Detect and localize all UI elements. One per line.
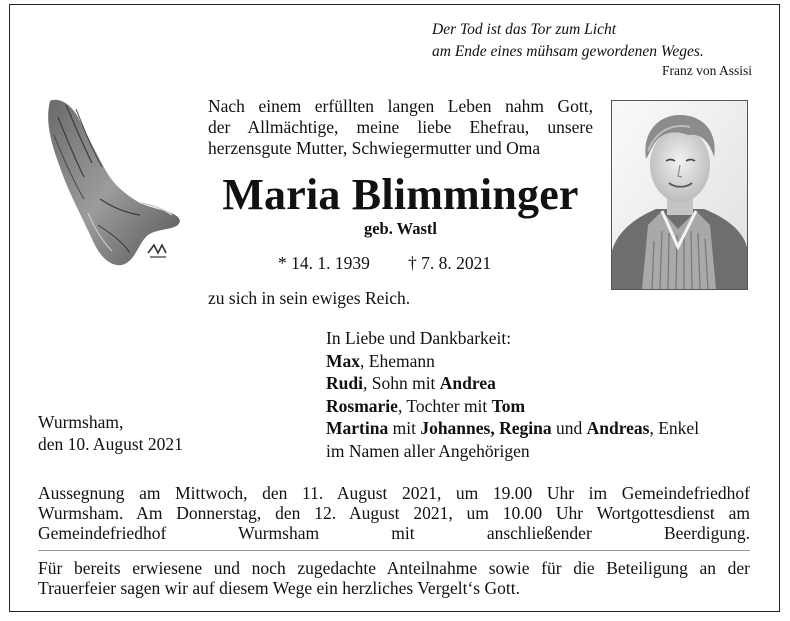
date: den 10. August 2021 <box>38 434 183 454</box>
mourner-name: Johannes, <box>420 418 495 438</box>
closing-line: zu sich in sein ewiges Reich. <box>208 288 411 308</box>
quote-author: Franz von Assisi <box>661 63 752 78</box>
mourner-name: Martina <box>326 418 389 438</box>
mourner-relation: , Tochter mit <box>397 395 492 416</box>
intro-text <box>208 96 593 159</box>
mourner-line <box>326 395 758 418</box>
funeral-line: Gemeindefriedhof Wurmsham mit anschließender Beerdigung. <box>38 523 750 543</box>
death-date: † 7. 8. 2021 <box>408 253 492 273</box>
mourner-relation: mit <box>388 418 421 438</box>
mourner-name: Andreas <box>586 418 650 438</box>
place-and-date <box>38 411 183 455</box>
quote <box>432 19 752 63</box>
mourner-name: Andrea <box>439 373 496 393</box>
quote-line-2: am Ende eines mühsam gewordenen Weges. <box>432 43 704 60</box>
mourner-name: Rudi <box>326 373 363 393</box>
mourner-relation: , Enkel <box>649 418 700 438</box>
intro-line: herzensgute Mutter, Schwiegermutter und Oma <box>208 138 541 158</box>
mourners-footer: im Namen aller Angehörigen <box>326 440 530 461</box>
mourner-line <box>326 417 758 440</box>
mourner-relation: und <box>551 418 587 438</box>
funeral-line: Wurmsham. Am Donnerstag, den 12. August 2021, um 10.00 Uhr Wortgottesdienst am <box>38 503 750 523</box>
thanks-line: Trauerfeier sagen wir auf diesem Wege ein herzliches Vergelt‘s Gott. <box>38 578 520 598</box>
mourner-name: Rosmarie <box>326 395 398 416</box>
mourner-line <box>326 350 758 373</box>
thanks-note <box>38 558 750 598</box>
mourner-name: Max <box>326 350 361 371</box>
funeral-details <box>38 483 750 543</box>
deceased-name: Maria Blimminger <box>222 170 579 219</box>
divider <box>38 550 750 551</box>
mourner-relation: , Ehemann <box>360 350 435 371</box>
birth-date: * 14. 1. 1939 <box>278 253 370 273</box>
portrait-photo-icon <box>611 100 748 290</box>
funeral-line: Aussegnung am Mittwoch, den 11. August 2021, um 19.00 Uhr im Gemeindefriedhof <box>38 483 750 503</box>
mourner-name: Tom <box>491 395 526 416</box>
place: Wurmsham, <box>38 412 124 432</box>
mourner-line <box>326 372 758 395</box>
mourners-list <box>326 327 758 462</box>
praying-hands-icon <box>40 95 182 273</box>
intro-line: Nach einem erfüllten langen Leben nahm Gott, <box>208 96 593 116</box>
mourner-relation: , Sohn mit <box>362 373 440 393</box>
maiden-name: geb. Wastl <box>363 219 438 238</box>
quote-line-1: Der Tod ist das Tor zum Licht <box>432 21 617 38</box>
thanks-line: Für bereits erwiesene und noch zugedachte Anteilnahme sowie für die Beteiligung an der <box>38 558 750 578</box>
intro-line: der Allmächtige, meine liebe Ehefrau, unsere <box>208 117 593 137</box>
mourner-name: Regina <box>499 418 552 438</box>
mourners-heading: In Liebe und Dankbarkeit: <box>326 328 512 348</box>
